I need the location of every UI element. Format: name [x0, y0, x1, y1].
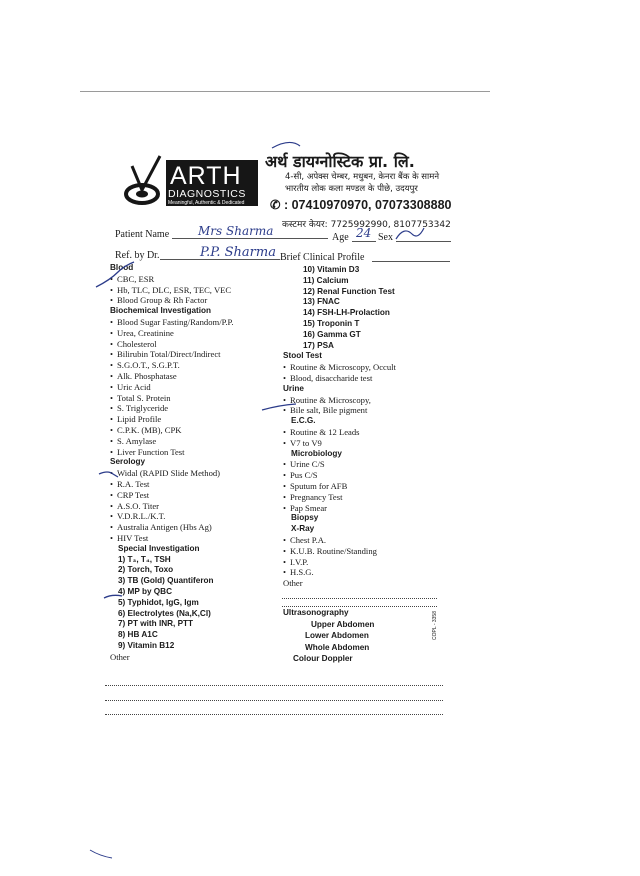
logo-text-block [166, 160, 258, 206]
left-test-column [110, 263, 285, 662]
right-test-item: • Routine & 12 Leads [283, 427, 448, 438]
right-test-item: • H.S.G. [283, 567, 448, 578]
left-test-item: • S. Amylase [110, 436, 285, 447]
right-test-item: Stool Test [283, 351, 322, 361]
left-test-item: • Hb, TLC, DLC, ESR, TEC, VEC [110, 285, 285, 296]
right-test-item: 16) Gamma GT [303, 329, 361, 339]
right-test-item: Biopsy [291, 513, 319, 523]
right-test-item: Microbiology [291, 448, 342, 458]
right-test-item: • Urine C/S [283, 459, 448, 470]
right-test-item: 11) Calcium [303, 275, 349, 285]
ref-doctor-value: P.P. Sharma [200, 245, 276, 260]
arth-logo [120, 150, 258, 212]
left-test-item: • V.D.R.L./K.T. [110, 511, 285, 522]
right-test-item: • Pus C/S [283, 470, 448, 481]
right-other-line[interactable] [282, 598, 437, 599]
patient-name-line[interactable] [172, 238, 328, 239]
left-test-item: 9) Vitamin B12 [118, 640, 175, 650]
brand-name: ARTH [170, 162, 242, 190]
left-test-item: • Widal (RAPID Slide Method) [110, 468, 285, 479]
customer-care: कस्टमर केयर: 7725992990, 8107753342 [282, 220, 451, 230]
left-test-item: • C.P.K. (MB), CPK [110, 425, 285, 436]
left-test-item: 4) MP by QBC [118, 586, 172, 596]
left-test-item: • R.A. Test [110, 479, 285, 490]
right-test-item: 13) FNAC [303, 297, 340, 307]
right-test-item: • Sputum for AFB [283, 481, 448, 492]
left-test-item: • Lipid Profile [110, 414, 285, 425]
corner-scribble-icon [90, 850, 112, 858]
left-test-item: • CRP Test [110, 490, 285, 501]
left-test-item: 5) Typhidot, IgG, Igm [118, 597, 199, 607]
right-test-item: • V7 to V9 [283, 438, 448, 449]
left-test-item: • Blood Sugar Fasting/Random/P.P. [110, 317, 285, 328]
sex-line[interactable] [396, 241, 451, 242]
left-test-item: Special Investigation [118, 543, 200, 553]
left-test-item: • Urea, Creatinine [110, 328, 285, 339]
right-test-item: 17) PSA [303, 340, 334, 350]
other-line-2[interactable] [105, 700, 443, 701]
right-test-item: • I.V.P. [283, 557, 448, 568]
left-test-item: • Australia Antigen (Hbs Ag) [110, 522, 285, 533]
right-test-item: • Blood, disaccharide test [283, 373, 448, 384]
form-code: COPL - 3358 [432, 611, 438, 640]
left-test-item: Blood [110, 263, 134, 272]
other-line-3[interactable] [105, 714, 443, 715]
right-test-item: • K.U.B. Routine/Standing [283, 546, 448, 557]
phone-numbers: ✆ : 07410970970, 07073308880 [270, 198, 452, 212]
right-test-item: 14) FSH-LH-Prolaction [303, 308, 390, 318]
sheet-top-edge [80, 91, 490, 92]
left-test-item: • A.S.O. Titer [110, 501, 285, 512]
left-test-item: 6) Electrolytes (Na,K,Cl) [118, 608, 211, 618]
left-test-item: • Uric Acid [110, 382, 285, 393]
us-upper-abdomen: Upper Abdomen [311, 619, 375, 629]
patient-name-label: Patient Name [115, 229, 170, 240]
left-test-item: 2) Torch, Toxo [118, 565, 174, 575]
left-test-item: Biochemical Investigation [110, 306, 212, 316]
left-test-item: Other [110, 651, 130, 662]
brand-tagline: Meaningful, Authentic & Dedicated [168, 200, 245, 206]
left-test-item: 3) TB (Gold) Quantiferon [118, 576, 214, 586]
left-test-item: • Alk. Phosphatase [110, 371, 285, 382]
right-test-item: Urine [283, 383, 304, 393]
left-test-item: • Liver Function Test [110, 447, 285, 458]
address-line-2: भारतीय लोक कला मण्डल के पीछे, उदयपुर [285, 184, 418, 194]
right-other-line-2[interactable] [282, 606, 437, 607]
right-test-item: 15) Troponin T [303, 318, 360, 328]
left-test-item: • HIV Test [110, 533, 285, 544]
left-test-item: • Total S. Protein [110, 393, 285, 404]
us-colour-doppler: Colour Doppler [293, 654, 353, 664]
ultrasonography-title: Ultrasonography [283, 608, 349, 617]
us-lower-abdomen: Lower Abdomen [305, 631, 369, 641]
left-test-item: • Blood Group & Rh Factor [110, 295, 285, 306]
brief-clinical-label: Brief Clinical Profile [280, 252, 365, 263]
left-test-item: 8) HB A1C [118, 630, 158, 640]
right-test-item: Other [283, 578, 303, 589]
left-test-item: • Bilirubin Total/Direct/Indirect [110, 349, 285, 360]
logo-emblem-icon [120, 150, 166, 212]
other-line-1[interactable] [105, 685, 443, 686]
right-test-column [283, 265, 448, 589]
left-test-item: 7) PT with INR, PTT [118, 619, 194, 629]
brief-clinical-line[interactable] [372, 261, 450, 262]
left-test-item: Serology [110, 457, 146, 467]
age-line[interactable] [352, 241, 376, 242]
right-test-item: • Bile salt, Bile pigment [283, 405, 448, 416]
left-test-item: • S.G.O.T., S.G.P.T. [110, 360, 285, 371]
right-test-item: X-Ray [291, 524, 315, 534]
patient-name-value: Mrs Sharma [198, 224, 274, 238]
age-label: Age [332, 232, 349, 243]
right-test-item: • Routine & Microscopy, Occult [283, 362, 448, 373]
header-check-icon [272, 142, 300, 148]
brand-subtitle: DIAGNOSTICS [168, 188, 246, 200]
left-test-item: • S. Triglyceride [110, 403, 285, 414]
right-test-item: • Chest P.A. [283, 535, 448, 546]
company-name-hindi: अर्थ डायग्नोस्टिक प्रा. लि. [265, 152, 415, 171]
sex-label: Sex [378, 232, 393, 243]
right-test-item: • Pregnancy Test [283, 492, 448, 503]
left-test-item: • Cholesterol [110, 339, 285, 350]
right-test-item: • Pap Smear [283, 503, 448, 514]
left-test-item: • CBC, ESR [110, 274, 285, 285]
age-value: 24 [356, 226, 372, 240]
ultrasonography-section [283, 608, 443, 665]
right-test-item: • Routine & Microscopy, [283, 395, 448, 406]
right-test-item: E.C.G. [291, 416, 316, 426]
ref-doctor-label: Ref. by Dr. [115, 250, 160, 261]
right-test-item: 10) Vitamin D3 [303, 265, 360, 274]
address-line-1: 4-सी, अपेक्स चेम्बर, मधुबन, केनरा बैंक के सामने [285, 172, 440, 182]
us-whole-abdomen: Whole Abdomen [305, 642, 370, 652]
right-test-item: 12) Renal Function Test [303, 286, 395, 296]
left-test-item: 1) T₃, T₄, TSH [118, 554, 171, 564]
